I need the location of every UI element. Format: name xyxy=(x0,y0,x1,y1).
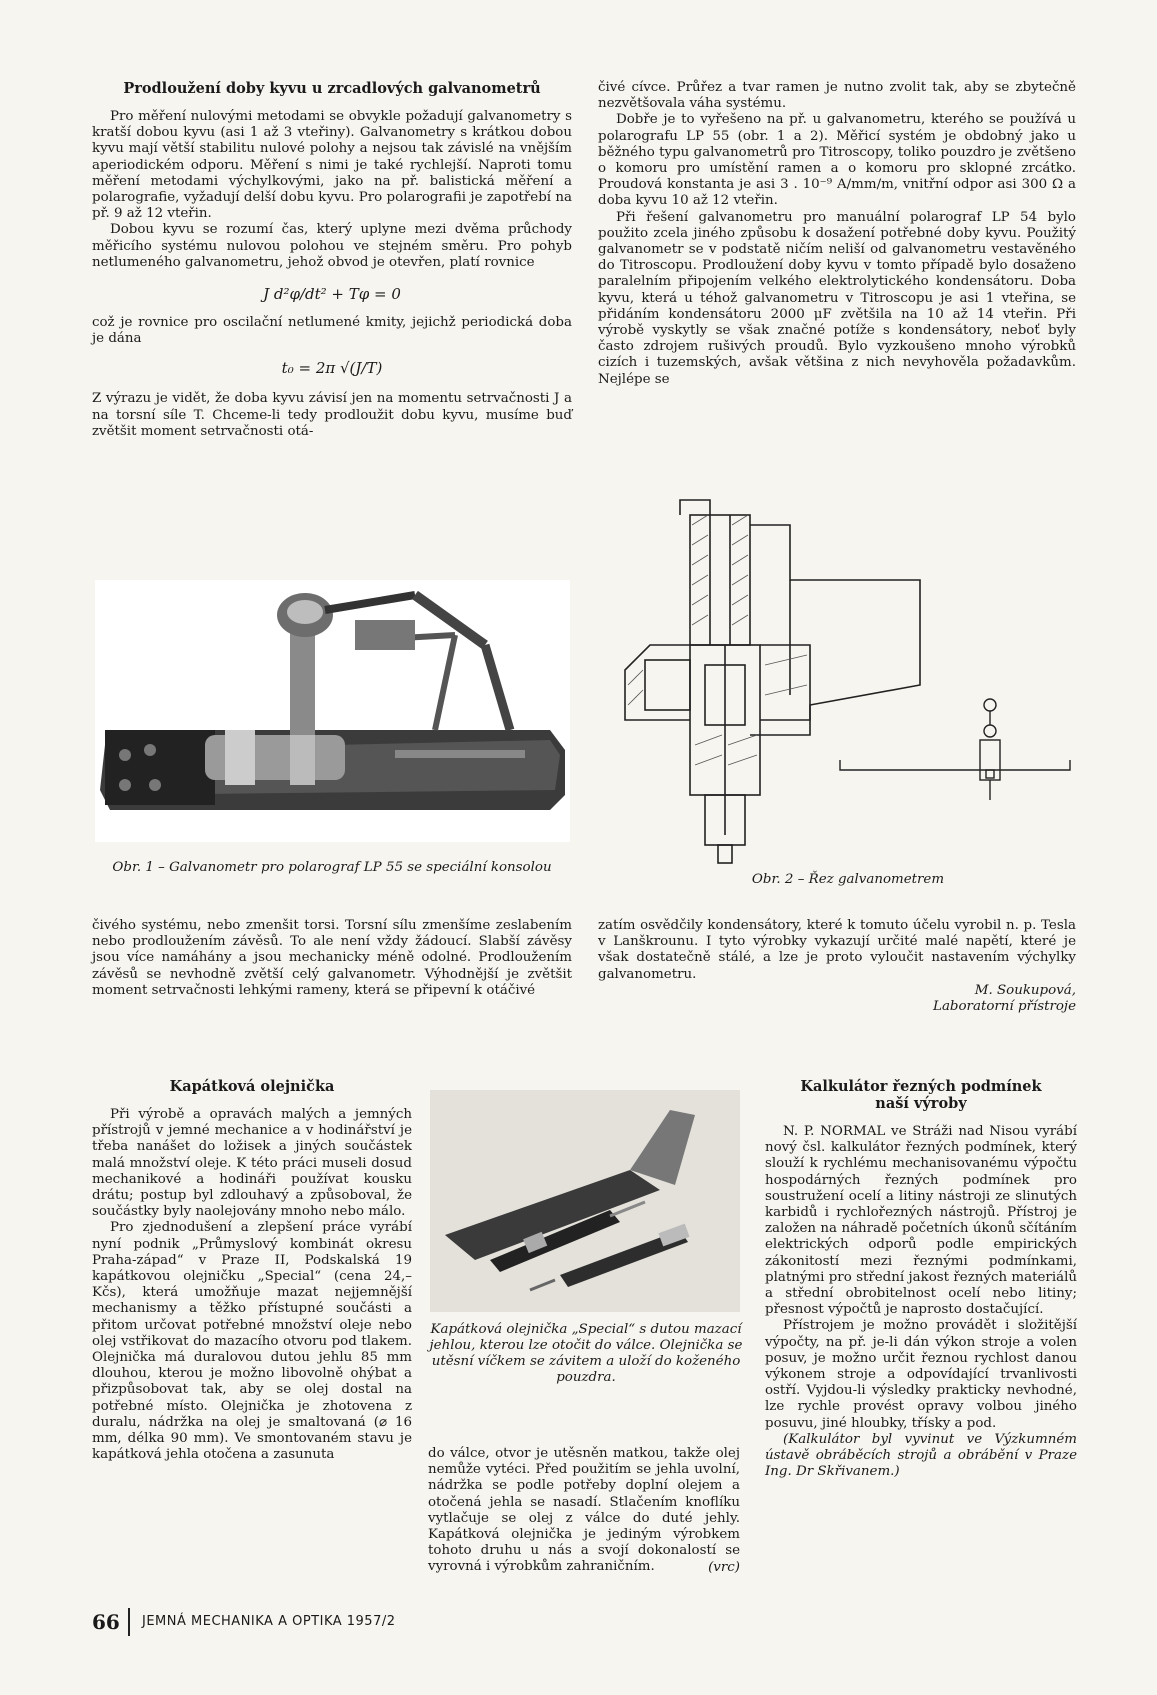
article1-title: Prodloužení doby kyvu u zrcadlových galvanometrů xyxy=(123,80,541,97)
figure-1-photo xyxy=(95,580,570,842)
article1-paragraph-2: Dobou kyvu se rozumí čas, který uplyne mezi dvěma průchody měřicího systému nulovou polohou ve stejném směru. Pro pohyb netlumeného galvanometru, jehož obvod je otevřen, platí rovnice xyxy=(92,222,572,270)
article2-continuation xyxy=(428,1446,740,1576)
page-number: 66 xyxy=(92,1610,120,1634)
article3-paragraph-1: N. P. NORMAL ve Stráži nad Nisou vyrábí nový čsl. kalkulátor řezných podmínek, který slouží k rychlému mechanisovanému výpočtu hospodárných řezných podmínek pro soustružení ocelí a litiny nástroji ze slinutých karbidů i rychlořezných nástrojů. Přístroj je založen na náhradě početních úkonů sčítáním elektrických odporů podle empirických zákonitostí mezi řeznými podmínkami, platnými pro střední jakost řezných materiálů a střední obrobitelnost ocelí nebo litiny; přesnost výpočtů je naprosto dostačující. xyxy=(765,1124,1077,1318)
article2-column xyxy=(92,1078,412,1463)
article1-bottom-right-text: zatím osvědčily kondensátory, které k tomuto účelu vyrobil n. p. Tesla v Lanškrounu. I tyto výrobky vykazují určité malé napětí, které je však dostatečně stálé, a lze je proto vyloučit nastavením výchylky galvanometru. xyxy=(598,918,1076,982)
article1-right-column xyxy=(598,80,1076,388)
article1-author: M. Soukupová, xyxy=(974,982,1076,998)
oil-dropper-caption: Kapátková olejnička „Special“ s dutou mazací jehlou, kterou lze otočit do válce. Olejnička se utěsní víčkem se závitem a uloží do koženého pouzdra. xyxy=(429,1322,743,1385)
article2-paragraph-1: Při výrobě a opravách malých a jemných přístrojů v jemné mechanice a v hodinářství je třeba nanášet do ložisek a jiných součástek malá množství oleje. K této práci museli dosud mechanikové a hodináři používat kousku drátu; postup byl zdlouhavý a způsoboval, že součástky byly naolejovány mnoho nebo málo. xyxy=(92,1107,412,1220)
article1-author-org: Laboratorní přístroje xyxy=(933,998,1076,1014)
article2-signature: (vrc) xyxy=(708,1559,740,1575)
figure-1-caption: Obr. 1 – Galvanometr pro polarograf LP 55 se speciální konsolou xyxy=(112,860,552,875)
article3-note: (Kalkulátor byl vyvinut ve Výzkumném ústavě obráběcích strojů a obrábění v Praze Ing. Dr Skřivanem.) xyxy=(765,1431,1077,1480)
footer-divider xyxy=(128,1608,130,1636)
article1-bottom-right xyxy=(598,918,1076,1015)
journal-name: JEMNÁ MECHANIKA A OPTIKA 1957/2 xyxy=(142,1614,396,1629)
equation-period: t₀ = 2π √(J/T) xyxy=(281,359,383,378)
figure-2-drawing xyxy=(610,495,1080,865)
article1-col2-paragraph-2: Dobře je to vyřešeno na př. u galvanometru, kterého se používá u polarografu LP 55 (obr. 1 a 2). Měřicí systém je obdobný jako u běžného typu galvanometrů pro Titroscopy, toliko pouzdro je zvětšeno o komoru pro umístění ramen a o komoru pro sklopné zrcátko. Proudová konstanta je asi 3 . 10⁻⁹ A/mm/m, vnitřní odpor asi 300 Ω a doba kyvu 10 až 12 vteřin. xyxy=(598,112,1076,209)
figure-2-caption: Obr. 2 – Řez galvanometrem xyxy=(751,872,945,887)
galvanometer-cross-section-diagram xyxy=(610,495,1080,865)
article2-title: Kapátková olejnička xyxy=(169,1078,335,1095)
oil-dropper-illustration xyxy=(430,1090,740,1312)
article3-title: Kalkulátor řezných podmínek naší výroby xyxy=(800,1078,1042,1112)
article1-bottom-left xyxy=(92,918,572,999)
article1-bottom-left-text: čivého systému, nebo zmenšit torsi. Torsní sílu zmenšíme zeslabením nebo prodloužením závěsů. To ale není vždy žádoucí. Slabší závěsy jsou více namáhány a jsou mechanicky méně odolné. Prodloužením závěsů se nevhodně zvětší celý galvanometr. Výhodnější je zvětšit moment setrvačnosti lehkými rameny, která se připevní k otáčivé xyxy=(92,918,572,998)
equation-motion: J d²φ/dt² + Tφ = 0 xyxy=(263,285,401,304)
oil-dropper-photo xyxy=(430,1090,740,1312)
article1-col2-paragraph-1: čivé cívce. Průřez a tvar ramen je nutno zvolit tak, aby se zbytečně nezvětšovala váha systému. xyxy=(598,80,1076,112)
galvanometer-photo-illustration xyxy=(95,580,570,842)
article2-paragraph-2: Pro zjednodušení a zlepšení práce vyrábí nyní podnik „Průmyslový kombinát okresu Praha-západ“ v Praze II, Podskalská 19 kapátkovou olejničku „Special“ (cena 24,– Kčs), která umožňuje mazat nejjemnější mechanismy a těžko přístupné součásti a přitom určovat potřebné množství oleje nebo olej vstřikovat do mazacího otvoru pod tlakem. Olejnička má duralovou dutou jehlu 85 mm dlouhou, kterou je možno libovolně ohýbat a přizpůsobovat tak, aby se olej dostal na potřebné místo. Olejnička je zhotovena z duralu, nádržka na olej je smaltovaná (⌀ 16 mm, délka 90 mm). Ve smontovaném stavu je kapátková jehla otočena a zasunuta xyxy=(92,1220,412,1463)
article3-column xyxy=(765,1078,1077,1480)
article1-paragraph-1: Pro měření nulovými metodami se obvykle požadují galvanometry s kratší dobou kyvu (asi 1 až 3 vteřiny). Galvanometry s krátkou dobou kyvu mají větší stabilitu nulové polohy a nejsou tak závislé na vnějším aperiodickém odporu. Měření s nimi je také rychlejší. Naproti tomu měření metodami výchylkovými, jako na př. balistická měření a polarografie, vyžadují delší dobu kyvu. Pro polarografii je zapotřebí na př. 9 až 12 vteřin. xyxy=(92,109,572,222)
article1-paragraph-3: což je rovnice pro oscilační netlumené kmity, jejichž periodická doba je dána xyxy=(92,315,572,347)
article1-left-column xyxy=(92,80,572,440)
article2-paragraph-3: do válce, otvor je utěsněn matkou, takže olej nemůže vytéci. Před použitím se jehla uvolní, nádržka se podle potřeby doplní olejem a otočená jehla se nasadí. Stlačením knoflíku vytlačuje se olej z válce do duté jehly. Kapátková olejnička je jediným výrobkem tohoto druhu u nás a svojí dokonalostí se vyrovná i výrobkům zahraničním. xyxy=(428,1446,740,1575)
article1-col2-paragraph-3: Při řešení galvanometru pro manuální polarograf LP 54 bylo použito zcela jiného způsobu k dosažení potřebné doby kyvu. Použitý galvanometr se v podstatě ničím neliší od galvanometru vestavěného do Titroscopu. Prodloužení doby kyvu v tomto případě bylo dosaženo paralelním připojením velkého elektrolytického kondensátoru. Doba kyvu, která u téhož galvanometru v Titroscopu je asi 1 vteřina, se přidáním kondensátoru 2000 μF zvětšila na 10 až 14 vteřin. Při výrobě vyskytly se však značné potíže s kondensátory, neboť byly často zdrojem rušivých proudů. Bylo vyzkoušeno mnoho výrobků cizích i tuzemských, avšak většina z nich nevyhověla požadavkům. Nejlépe se xyxy=(598,209,1076,387)
article1-paragraph-4: Z výrazu je vidět, že doba kyvu závisí jen na momentu setrvačnosti J a na torsní síle T. Chceme-li tedy prodloužit dobu kyvu, musíme buď zvětšit moment setrvačnosti otá- xyxy=(92,391,572,439)
article3-paragraph-2: Přístrojem je možno provádět i složitější výpočty, na př. je-li dán výkon stroje a volen posuv, je možno určit řeznou rychlost danou výkonem stroje a odpovídající trvanlivosti ostří. Vyjdou-li výsledky prakticky nevhodné, lze rychle provést opravy volbou jiného posuvu, jiné hloubky, třísky a pod. xyxy=(765,1318,1077,1431)
